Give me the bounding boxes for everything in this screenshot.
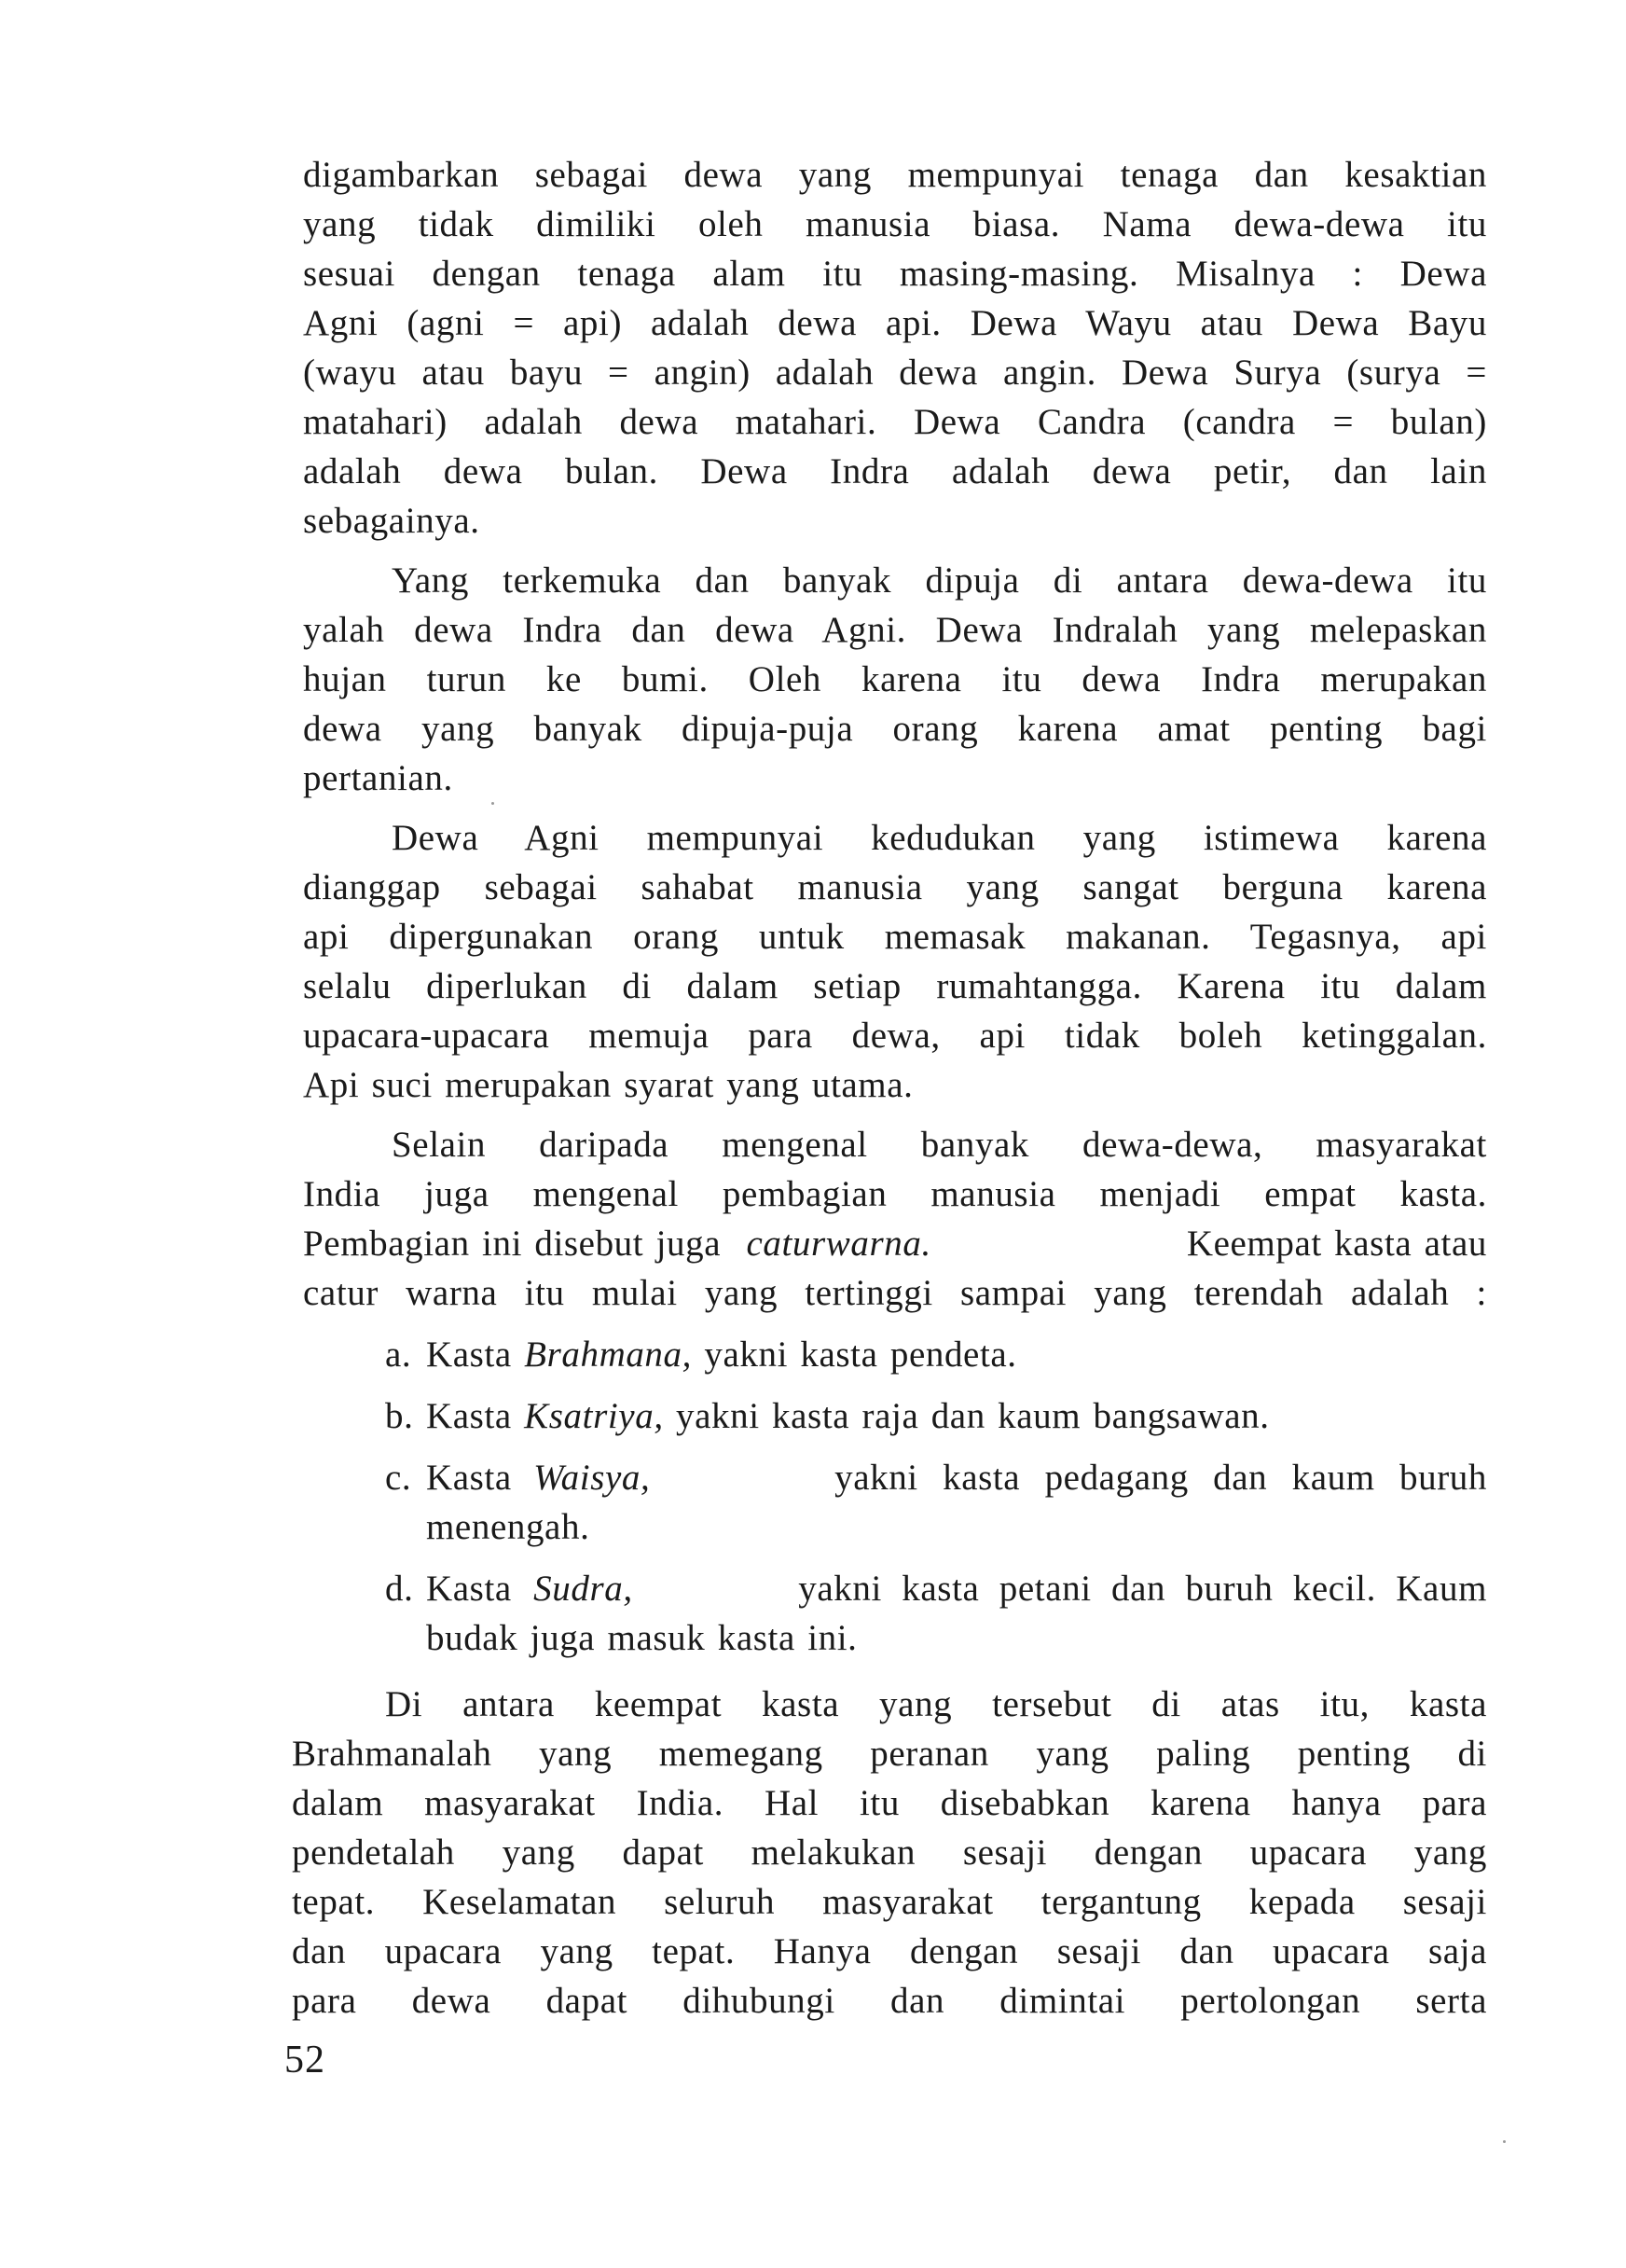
scan-speck bbox=[1503, 2140, 1506, 2143]
text-line: Yang terkemuka dan banyak dipuja di antara dewa-dewa itu bbox=[392, 560, 1487, 601]
text-line: India juga mengenal pembagian manusia menjadi empat kasta. bbox=[303, 1174, 1487, 1214]
text-line: hujan turun ke bumi. Oleh karena itu dewa Indra merupakan bbox=[303, 659, 1487, 699]
caste-description: yakni kasta raja dan kaum bangsawan. bbox=[676, 1396, 1270, 1436]
text-line: Agni (agni = api) adalah dewa api. Dewa Wayu atau Dewa Bayu bbox=[303, 303, 1487, 343]
text-line: sesuai dengan tenaga alam itu masing-masing. Misalnya : Dewa bbox=[303, 254, 1487, 294]
list-item bbox=[385, 1457, 1487, 1499]
italic-term: caturwarna. bbox=[746, 1224, 931, 1264]
text-line: para dewa dapat dihubungi dan dimintai pertolongan serta bbox=[292, 1981, 1487, 2021]
text-line: api dipergunakan orang untuk memasak makanan. Tegasnya, api bbox=[303, 917, 1487, 957]
text-line: yalah dewa Indra dan dewa Agni. Dewa Indralah yang melepaskan bbox=[303, 610, 1487, 650]
text-line: Selain daripada mengenal banyak dewa-dewa, masyarakat bbox=[392, 1125, 1487, 1165]
list-prefix: Kasta bbox=[426, 1396, 512, 1436]
text-line: Dewa Agni mempunyai kedudukan yang istimewa karena bbox=[392, 818, 1487, 858]
text-line: adalah dewa bulan. Dewa Indra adalah dewa petir, dan lain bbox=[303, 451, 1487, 491]
text-line: sebagainya. bbox=[303, 501, 480, 541]
caste-description: yakni kasta petani dan buruh kecil. Kaum bbox=[798, 1569, 1487, 1609]
text-line: digambarkan sebagai dewa yang mempunyai tenaga dan kesaktian bbox=[303, 155, 1487, 195]
text-line: upacara-upacara memuja para dewa, api tidak boleh ketinggalan. bbox=[303, 1016, 1487, 1056]
list-item bbox=[385, 1334, 1017, 1376]
text-line: dan upacara yang tepat. Hanya dengan sesaji dan upacara saja bbox=[292, 1931, 1487, 1971]
list-marker: b. bbox=[385, 1396, 414, 1436]
list-item-continuation: menengah. bbox=[426, 1507, 590, 1547]
caste-name: Waisya, bbox=[533, 1458, 651, 1498]
scan-speck bbox=[491, 802, 494, 805]
text-line: matahari) adalah dewa matahari. Dewa Candra (candra = bulan) bbox=[303, 402, 1487, 442]
text-line: pendetalah yang dapat melakukan sesaji dengan upacara yang bbox=[292, 1832, 1487, 1873]
text-line: (wayu atau bayu = angin) adalah dewa angin. Dewa Surya (surya = bbox=[303, 353, 1487, 393]
list-item bbox=[385, 1568, 1487, 1610]
caste-description: yakni kasta pendeta. bbox=[704, 1335, 1017, 1375]
list-marker: a. bbox=[385, 1335, 412, 1375]
text-line: Brahmanalah yang memegang peranan yang paling penting di bbox=[292, 1734, 1487, 1774]
caste-name: Sudra, bbox=[533, 1569, 633, 1609]
text-fragment: Keempat kasta atau bbox=[1186, 1224, 1487, 1264]
list-prefix: Kasta bbox=[426, 1335, 512, 1375]
text-line-with-term bbox=[303, 1223, 1487, 1265]
list-marker: d. bbox=[385, 1569, 414, 1609]
text-line: dalam masyarakat India. Hal itu disebabkan karena hanya para bbox=[292, 1783, 1487, 1823]
list-item-continuation: budak juga masuk kasta ini. bbox=[426, 1618, 858, 1658]
text-line: pertanian. bbox=[303, 758, 453, 798]
text-line: yang tidak dimiliki oleh manusia biasa. Nama dewa-dewa itu bbox=[303, 204, 1487, 244]
caste-name: Brahmana, bbox=[524, 1335, 692, 1375]
text-fragment: Pembagian ini disebut juga bbox=[303, 1224, 722, 1264]
text-line: dewa yang banyak dipuja-puja orang karena amat penting bagi bbox=[303, 709, 1487, 749]
text-line: tepat. Keselamatan seluruh masyarakat tergantung kepada sesaji bbox=[292, 1882, 1487, 1922]
list-marker: c. bbox=[385, 1458, 412, 1498]
text-line: dianggap sebagai sahabat manusia yang sangat berguna karena bbox=[303, 867, 1487, 907]
list-prefix: Kasta bbox=[426, 1569, 512, 1609]
page-number: 52 bbox=[284, 2039, 325, 2081]
list-item bbox=[385, 1395, 1270, 1437]
text-line: Api suci merupakan syarat yang utama. bbox=[303, 1065, 914, 1105]
list-prefix: Kasta bbox=[426, 1458, 512, 1498]
caste-name: Ksatriya, bbox=[524, 1396, 664, 1436]
caste-description: yakni kasta pedagang dan kaum buruh bbox=[834, 1458, 1487, 1498]
text-line: Di antara keempat kasta yang tersebut di atas itu, kasta bbox=[385, 1684, 1487, 1724]
text-line: selalu diperlukan di dalam setiap rumahtangga. Karena itu dalam bbox=[303, 966, 1487, 1006]
text-line: catur warna itu mulai yang tertinggi sampai yang terendah adalah : bbox=[303, 1273, 1487, 1313]
